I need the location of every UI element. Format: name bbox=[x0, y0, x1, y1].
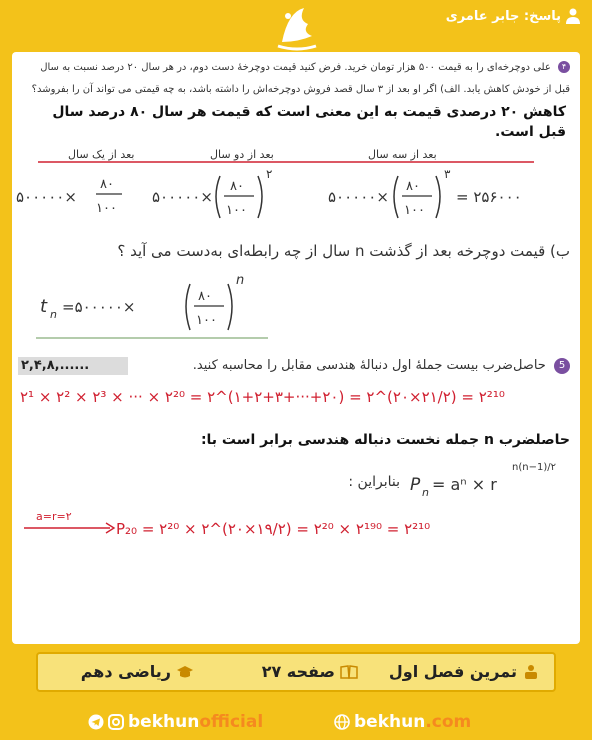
bekhun-logo bbox=[268, 2, 326, 52]
footer-exercise bbox=[389, 662, 540, 681]
answerer-label bbox=[446, 8, 580, 24]
pn-rhs: = aⁿ × r bbox=[432, 475, 497, 494]
q5-bold-note: حاصلضرب n جمله نخست دنباله هندسی برابر است با: bbox=[200, 432, 570, 448]
f3-num: ۸۰ bbox=[406, 179, 420, 194]
tn-sub: n bbox=[50, 308, 57, 321]
label-one-year: بعد از یک سال bbox=[68, 148, 135, 161]
f1-base: ۵۰۰۰۰۰× bbox=[16, 188, 77, 206]
footer-page-text: صفحه ۲۷ bbox=[261, 662, 335, 681]
telegram-icon bbox=[88, 714, 104, 730]
social-handle-b: official bbox=[199, 712, 264, 732]
q5-text: حاصل‌ضرب بیست جملهٔ اول دنبالهٔ هندسی مقابل را محاسبه کنید. bbox=[192, 358, 546, 373]
graduation-cap-icon bbox=[176, 664, 194, 680]
footer-band bbox=[36, 652, 556, 692]
f1-num: ۸۰ bbox=[100, 177, 114, 192]
q5-red-calculation: ۲¹ × ۲² × ۲³ × ··· × ۲²⁰ = ۲^(۱+۲+۳+···+۲۰) = ۲^(۲۰×۲۱/۲) = ۲²¹⁰ bbox=[20, 388, 505, 406]
given-label: a=r=۲ bbox=[36, 510, 72, 523]
q4-line1: علی دوچرخه‌ای را به قیمت ۵۰۰ هزار تومان خرید. فرض کنید قیمت دوچرخهٔ دست دوم، در هر سال ۲۰ درصد نسبت به سال bbox=[40, 62, 551, 73]
f2-num: ۸۰ bbox=[230, 179, 244, 194]
social-handle[interactable] bbox=[88, 712, 263, 732]
q4-statement bbox=[22, 60, 570, 75]
f3-exp: ۳ bbox=[444, 167, 451, 181]
tn-exp: n bbox=[236, 273, 245, 288]
pn-sub: n bbox=[422, 486, 429, 499]
formula-two-years bbox=[152, 167, 272, 218]
q5-number: 5 bbox=[554, 358, 570, 374]
tn-formula bbox=[32, 270, 272, 340]
f3-base: ۵۰۰۰۰۰× bbox=[328, 188, 389, 206]
tn-eq: =۵۰۰۰۰۰× bbox=[62, 298, 136, 316]
footer-subject-text: ریاضی دهم bbox=[80, 662, 171, 681]
person-board-icon bbox=[522, 664, 540, 680]
formulas-row bbox=[12, 166, 580, 230]
label-three-years: بعد از سه سال bbox=[368, 148, 437, 161]
footer-subject bbox=[81, 662, 194, 681]
formula-three-years bbox=[328, 167, 522, 218]
tn-num: ۸۰ bbox=[198, 289, 212, 304]
q4-number: ۴ bbox=[558, 61, 570, 73]
footer-exercise-text: تمرین فصل اول bbox=[388, 662, 517, 681]
q4-part-b: ب) قیمت دوچرخه بعد از گذشت n سال از چه رابطه‌ای به‌دست می آید ؟ bbox=[117, 242, 570, 260]
q5-final-calculation: P₂₀ = ۲²⁰ × ۲^(۲۰×۱۹/۲) = ۲²⁰ × ۲¹⁹⁰ = ۲²¹⁰ bbox=[116, 520, 431, 538]
q4-line2: قبل از خودش کاهش یابد. الف) اگر او بعد از ۳ سال قصد فروش دوچرخه‌اش را داشته باشد، به چه قیمتی می تواند آن را بفروشد؟ bbox=[31, 84, 570, 95]
q5-statement bbox=[50, 354, 570, 378]
pn-lhs: P bbox=[410, 475, 421, 495]
book-icon bbox=[340, 664, 358, 680]
pn-exp: n(n−1)/۲ bbox=[512, 462, 556, 473]
q5-therefore: بنابراین : bbox=[348, 474, 400, 490]
social-handle-a: bekhun bbox=[128, 712, 200, 732]
label-two-years: بعد از دو سال bbox=[210, 148, 274, 161]
q5-sequence: ۲,۴,۸,...... bbox=[18, 357, 128, 375]
tn-lhs: t bbox=[40, 296, 48, 317]
pn-formula bbox=[408, 456, 578, 500]
f3-den: ۱۰۰ bbox=[404, 203, 425, 218]
f3-result: = ۲۵۶۰۰۰ bbox=[456, 188, 522, 206]
f2-exp: ۲ bbox=[266, 167, 273, 181]
formula-one-year bbox=[16, 177, 122, 216]
website-b: .com bbox=[425, 712, 472, 732]
f2-den: ۱۰۰ bbox=[226, 203, 247, 218]
globe-icon bbox=[334, 714, 350, 730]
tn-den: ۱۰۰ bbox=[196, 313, 217, 328]
f2-base: ۵۰۰۰۰۰× bbox=[152, 188, 213, 206]
website-link[interactable] bbox=[334, 712, 471, 732]
content-card bbox=[12, 52, 580, 644]
website-a: bekhun bbox=[354, 712, 426, 732]
answerer-text: پاسخ: جابر عامری bbox=[445, 8, 561, 24]
q4-answer-bold: کاهش ۲۰ درصدی قیمت به این معنی است که قیمت هر سال ۸۰ درصد سال قبل است. bbox=[52, 104, 566, 140]
f1-den: ۱۰۰ bbox=[96, 201, 117, 216]
header-bar bbox=[0, 0, 592, 40]
instagram-icon bbox=[108, 714, 124, 730]
user-icon bbox=[566, 8, 580, 24]
footer-page bbox=[262, 662, 358, 681]
